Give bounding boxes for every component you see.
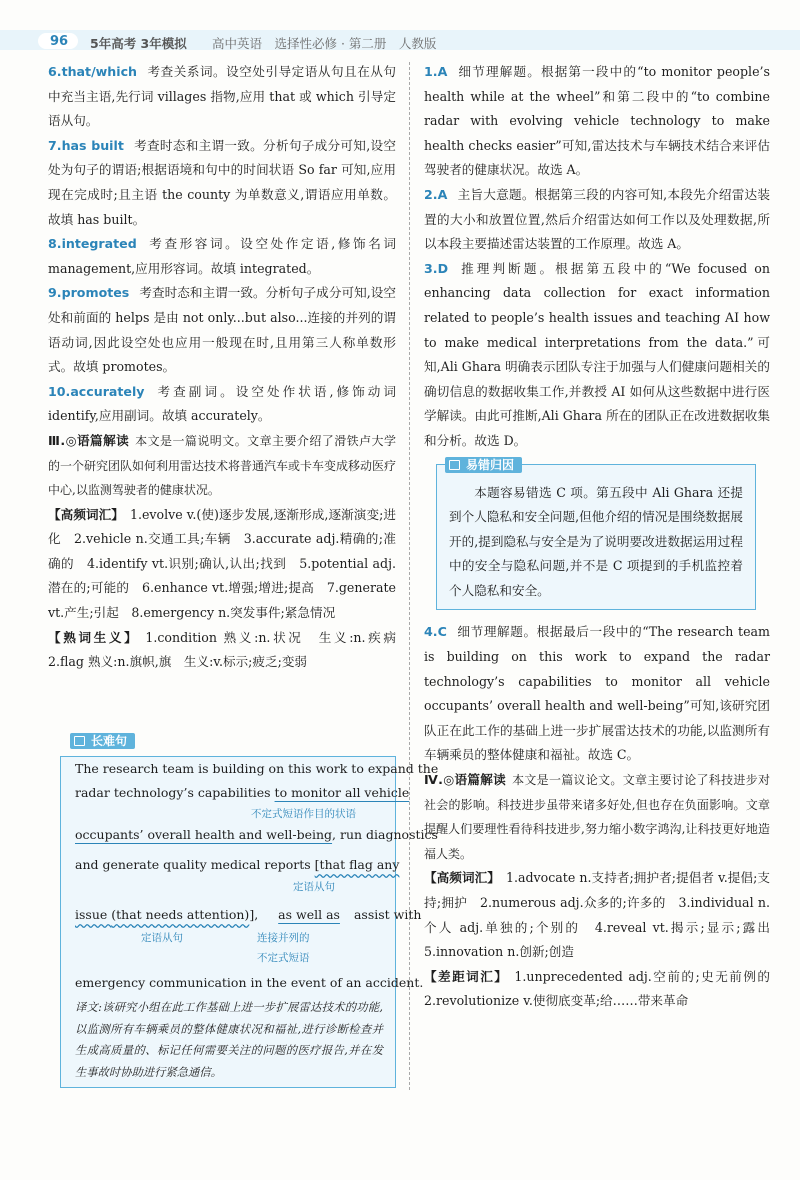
vocab-list: 1.evolve v.(使)逐步发展,逐渐形成,逐渐演变;进化 2.vehicle n.交通工具;车辆 3.accurate adj.精确的;准确的 4.identify vt.识别;确认,认出;找到 5.potential adj.潜在的;可能的 6.enhance vt.增强;增进;提高 7.generate vt.产生;引起 8.emergency n.突发事件;紧急情况 [48,506,397,621]
vocab-label: 【熟词生义】 [48,629,140,645]
answer-number: 2. [424,186,438,202]
word-new-meaning [48,626,409,675]
sentence-fragment: , run diagnostics [332,827,438,842]
explanation: 考查时态和主谓一致。分析句子成分可知,设空处和前面的 helps 是由 not only...but also...连接的并列的谓语动词,因此设空处也应用一般现在时,且用第三人称单数形式。故填 promotes。 [48,285,396,375]
error-analysis-text: 本题容易错选 C 项。第五段中 Ali Ghara 还提到个人隐私和安全问题,但他介绍的情况是围绕数据展开的,提到隐私与安全是为了说明要改进数据运用过程中的安全与隐私问题,并不是 C 项提到的手机监控着个人隐私和安全。 [449,484,743,598]
vocab-list: 1.condition 熟义:n.状况 生义:n.疾病 2.flag 熟义:n.旗帜,旗 生义:v.标示;疲乏;变弱 [48,629,409,670]
answer-10 [48,380,396,429]
vocab-list: 1.unprecedented adj.空前的;史无前例的 2.revolutionize v.使彻底变革;给……带来革命 [424,968,783,1009]
error-analysis-tag [445,457,522,473]
answer-key: A [437,64,448,79]
sentence-fragment: and generate quality medical reports [75,857,315,872]
answer-key: accurately [70,383,145,399]
explanation: 考查时态和主谓一致。分析句子成分可知,设空处为句子的谓语;根据语境和句中的时间状语 So far 可知,应用现在完成时;且主语 the county 为单数意义,谓语应用单数。故填 has built。 [48,137,396,227]
page-number: 96 [49,34,69,49]
explanation: 考查形容词。设空处作定语,修饰名词 management,应用形容词。故填 integrated。 [48,236,396,276]
infinitive-phrase: to monitor all vehicle [274,785,410,800]
translation: 译文:该研究小组在此工作基础上进一步扩展雷达技术的功能,以监测所有车辆乘员的整体健康状况和福祉,进行诊断检查并生成高质量的、标记任何需要关注的问题的医疗报告,并在发生事故时协助进行紧急通信。 [75,1001,383,1079]
grammar-note: 定语从句 [141,932,183,944]
book-icon [74,736,85,746]
sentence-line: The research team is building on this work to expand the [75,761,439,776]
long-sentence-tag [70,733,135,749]
error-analysis-box [436,457,756,611]
answer-number: 7. [48,137,62,153]
attributive-clause: (that needs attention) [111,907,250,922]
answer-6 [48,60,396,134]
book-icon [449,460,460,470]
section-label: Ⅲ.◎语篇解读 [48,432,130,448]
tag-label: 易错归因 [466,457,515,472]
answer-3 [424,257,770,454]
answer-8 [48,232,396,281]
answer-4 [424,620,770,768]
vocab-label: 【高频词汇】 [424,870,500,886]
answer-key: integrated [61,236,137,252]
sentence-fragment: radar technology’s capabilities [75,785,275,800]
right-column [424,60,783,1014]
answer-1 [424,60,770,183]
answer-key: promotes [61,285,130,301]
page-header [0,0,800,60]
answer-9 [48,281,396,379]
answer-7 [48,134,396,232]
section-summary: 本文是一篇议论文。文章主要讨论了科技进步对社会的影响。科技进步虽带来诸多好处,但也存在负面影响。文章提醒人们要理性看待科技进步,努力缩小数字鸿沟,让科技更好地造福人类。 [424,773,770,861]
tag-label: 长难句 [91,734,128,748]
answer-number: 6. [48,64,62,79]
grammar-note: 不定式短语 [257,952,310,964]
sentence-fragment: assist with [353,907,422,922]
answer-number: 3. [424,260,438,276]
gap-vocab [424,965,783,1014]
explanation: 主旨大意题。根据第三段的内容可知,本段先介绍雷达装置的大小和放置位置,然后介绍雷达如何工作以及处理数据,所以本段主要描述雷达装置的工作原理。故选 A。 [424,186,770,252]
answer-number: 9. [48,285,62,301]
long-sentence-box [60,756,439,1088]
section-summary: 本文是一篇说明文。文章主要介绍了滑铁卢大学的一个研究团队如何利用雷达技术将普通汽车或卡车变成移动医疗中心,以监测驾驶者的健康状况。 [48,433,397,498]
answer-number: 10. [48,383,71,399]
high-frequency-vocab [48,503,396,626]
vocab-list: 1.advocate n.支持者;拥护者;提倡者 v.提倡;支持;拥护 2.numerous adj.众多的;许多的 3.individual n.个人 adj.单独的;个别的 4.reveal vt.揭示;显示;露出 5.innovation n.创新;创造 [424,870,783,960]
attributive-clause: [that flag any [314,857,400,872]
explanation: 细节理解题。根据最后一段中的“The research team is building on this work to expand the radar technology’s capabilities to monitor all vehicle occupants’ overall health and well-being”可知,该研究团队正在此工作的基础上进一步扩展雷达技术的功能,以监测所有车辆乘员的整体健康和福祉。故选 C。 [424,624,770,763]
grammar-note: 连接并列的 [257,932,310,944]
passage-analysis-3 [48,429,396,503]
vocab-label: 【差距词汇】 [424,968,509,984]
answer-key: has built [61,137,124,153]
answer-key: that/which [61,64,138,79]
connector-phrase: as well as [278,907,340,922]
explanation: 推理判断题。根据第五段中的“We focused on enhancing data collection for exact information related to people’s health issues and teaching AI how to make medical interpretations from the data.”可知,Ali Ghara 明确表示团队专注于加强与人们健康问题相关的确切信息的数据收集工作,并教授 AI 如何从这些数据中进行医学解读。由此可推断,Ali Ghara 所在的团队正在改进数据收集和分析。故选 D。 [424,260,770,448]
vocab-label: 【高频词汇】 [48,506,124,522]
attributive-clause: issue [75,907,112,922]
series-title: 5年高考 3年模拟 [90,36,187,51]
answer-number: 8. [48,236,62,252]
sentence-line [75,827,438,842]
explanation: 考查副词。设空处作状语,修饰动词 identify,应用副词。故填 accurately。 [48,383,396,424]
grammar-note: 定语从句 [293,881,335,893]
sentence-line [75,857,399,872]
answer-key: C [437,624,447,640]
passage-analysis-4 [424,768,770,866]
explanation: 细节理解题。根据第一段中的“to monitor people’s health while at the wheel”和第二段中的“to combine radar with evolving vehicle technology to make health checks easier”可知,雷达技术与车辆技术结合来评估驾驶者的健康状况。故选 A。 [424,64,770,178]
sentence-line [75,907,421,922]
high-frequency-vocab [424,866,783,964]
answer-number: 1. [424,64,438,79]
explanation: 考查关系词。设空处引导定语从句且在从句中充当主语,先行词 villages 指物,应用 that 或 which 引导定语从句。 [48,64,396,129]
column-divider [409,62,410,1090]
answer-key: A [437,186,448,202]
sentence-line: emergency communication in the event of an accident. [75,975,424,990]
left-column [48,60,409,675]
section-label: Ⅳ.◎语篇解读 [424,772,507,788]
book-title: 高中英语 选择性必修 · 第二册 人教版 [212,36,437,51]
answer-key: D [437,260,449,276]
answer-number: 4. [424,624,438,640]
grammar-note: 不定式短语作目的状语 [251,808,356,820]
sentence-line [75,785,409,800]
answer-2 [424,183,770,257]
infinitive-phrase: occupants’ overall health and well-being [75,827,333,842]
sentence-fragment: ], [249,907,259,922]
